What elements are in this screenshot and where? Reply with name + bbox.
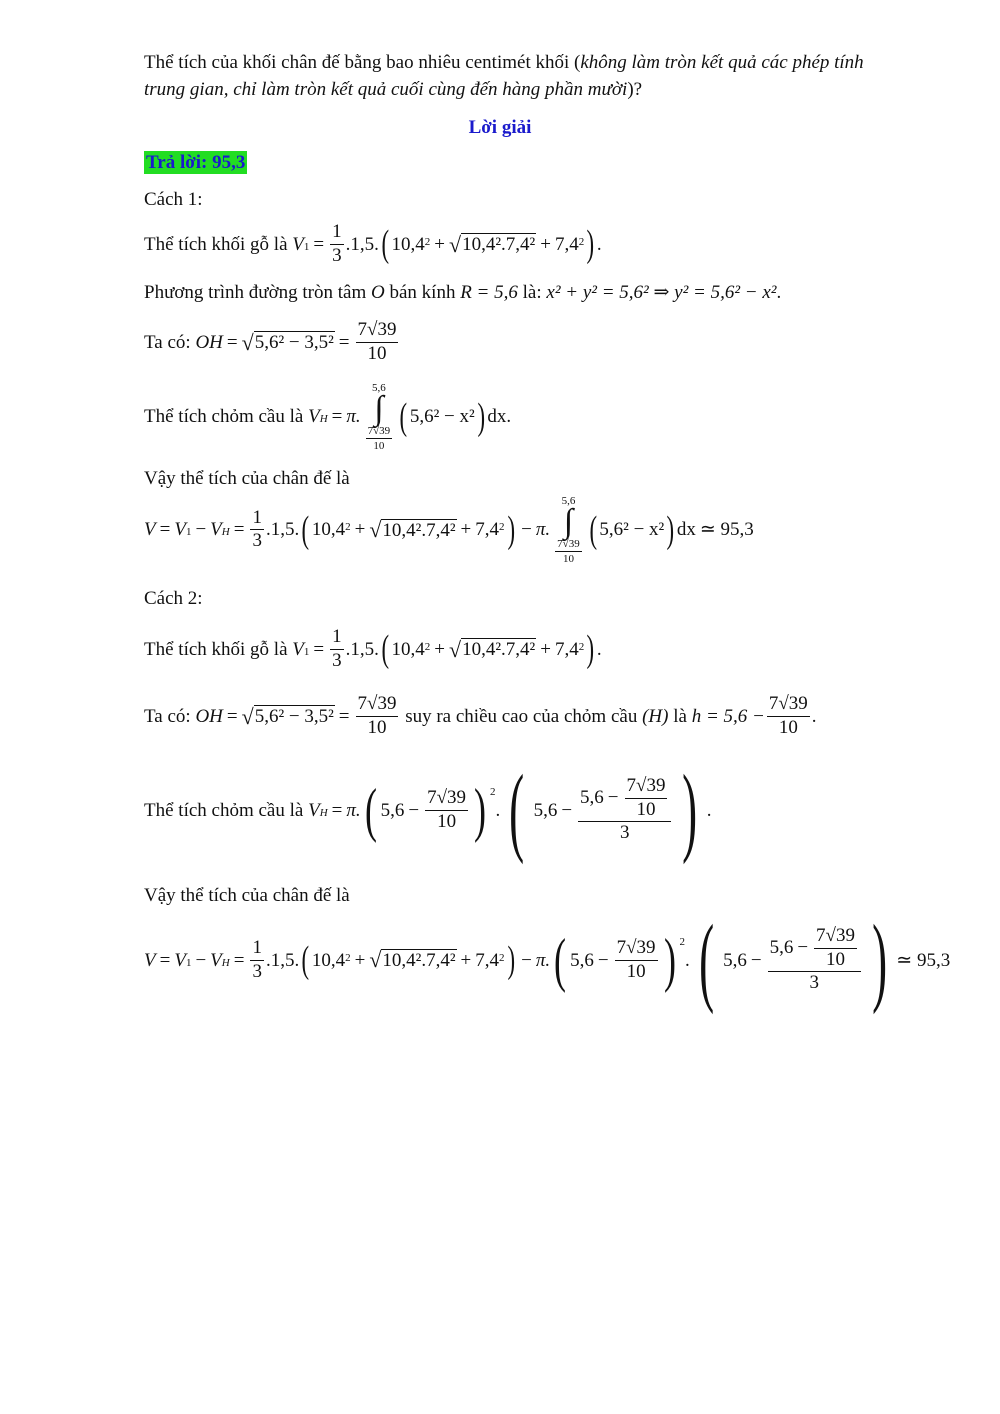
den: 10 [437, 810, 457, 832]
method1-oh: Ta có: OH = √ 5,6² − 3,5² = $\frac{7√39}{10}$ [144, 319, 397, 364]
term-a: 10,4 [311, 519, 346, 541]
sup: 2 [578, 235, 585, 248]
den: 3 [252, 960, 262, 982]
label: Thể tích chỏm cầu là [144, 406, 304, 428]
solution-title: Lời giải [468, 117, 532, 138]
label: Phương trình đường tròn tâm [144, 282, 367, 303]
cap-label: (H) [642, 705, 669, 727]
term: 5,6 [723, 949, 747, 971]
question-italic-text: không làm tròn kết quả các phép tính [580, 52, 864, 73]
question-end: )? [627, 79, 643, 100]
coef: .1,5. [345, 233, 379, 255]
center: O [371, 282, 385, 303]
method1-final-expression: V = V $_1$ − V $_H$ = $\frac{1}{3}$ .1,5. ( 10,4 $^2$ + √ 10,4².7,4² + 7,4 $^2$ ) − π. 5,6 ∫ $\frac{7√39}{10}$ ( 5,6² − x² ) dx ≃ 95,3 [144, 495, 754, 565]
question-line-1 [144, 53, 864, 72]
sub: 1 [303, 240, 310, 253]
term-a: 10,4 [391, 638, 425, 660]
sqrt-inner: 10,4².7,4² [462, 233, 536, 255]
question-line-2 [144, 80, 642, 99]
num: 7√39 [615, 938, 658, 961]
term-b: 7,4 [475, 519, 500, 541]
term: 5,6 [533, 799, 558, 821]
coef: .1,5. [265, 949, 300, 971]
term-b: 7,4 [554, 233, 579, 255]
num: 7√39 [767, 694, 810, 717]
sqrt-inner: 5,6² − 3,5² [254, 331, 334, 353]
integrand: 5,6² − x² [599, 519, 665, 541]
sup: 2 [424, 235, 431, 248]
den: 3 [809, 972, 820, 994]
num: 7√39 [425, 788, 468, 811]
num: 7√39 [625, 776, 668, 799]
height-eq: h = 5,6 − [691, 705, 765, 727]
sqrt-inner: 5,6² − 3,5² [254, 705, 334, 727]
integrand: 5,6² − x² [409, 406, 475, 428]
question-italic-text-2: trung gian, chỉ làm tròn kết quả cuối cùng đến hàng phần mười [144, 79, 628, 100]
num: 1 [250, 938, 264, 961]
term: 5,6 [380, 799, 405, 821]
label: là: [522, 282, 542, 303]
label: là [673, 705, 687, 727]
num: 7√39 [356, 694, 399, 717]
coef: .1,5. [345, 638, 379, 660]
sqrt-inner: 10,4².7,4² [382, 519, 456, 541]
label: Thể tích chỏm cầu là [144, 799, 304, 821]
den: 10 [562, 552, 574, 565]
num: 1 [250, 508, 264, 531]
dx: dx [487, 406, 507, 428]
den: 3 [252, 530, 262, 552]
label: Ta có: [144, 331, 191, 353]
result: ≃ 95,3 [896, 949, 951, 971]
method1-cap-volume: Thể tích chỏm cầu là V $_H$ = π. 5,6 ∫ $\frac{7√39}{10}$ ( 5,6² − x² ) dx . [144, 382, 512, 452]
method1-conclusion-text: Vậy thể tích của chân đế là [144, 468, 350, 489]
method1-wood-volume: Thể tích khối gỗ là V $_1$ = $\frac{1}{3}$ .1,5. ( 10,4 $^2$ + √ 10,4².7,4² + 7,4 $^2$ ) . [144, 221, 602, 266]
fraction [330, 222, 344, 267]
pi: π. [346, 406, 361, 428]
term-a: 10,4 [311, 949, 346, 971]
num: 7√39 [366, 425, 393, 439]
var-oh: OH [195, 331, 223, 353]
term: 5,6 [769, 936, 794, 958]
upper-limit: 5,6 [561, 495, 576, 507]
equation: x² + y² = 5,6² ⇒ y² = 5,6² − x² [546, 282, 777, 303]
sqrt-inner: 10,4².7,4² [382, 949, 456, 971]
den: 10 [367, 716, 387, 738]
method2-oh-height: Ta có: OH = √ 5,6² − 3,5² = $\frac{7√39}{10}$ suy ra chiều cao của chỏm cầu (H) là h = 5,6 − $\frac{7√39}{10}$ . [144, 693, 817, 738]
var-v1: V [292, 233, 304, 255]
coef: .1,5. [265, 519, 300, 541]
den: 3 [332, 244, 342, 266]
den: 10 [636, 798, 656, 820]
sqrt: √ 5,6² − 3,5² [241, 329, 334, 355]
upper-limit: 5,6 [372, 382, 386, 394]
method2-heading: Cách 2: [144, 588, 203, 609]
answer-badge: Trả lời: 95,3 [146, 152, 246, 173]
term-a: 10,4 [391, 233, 425, 255]
label: suy ra chiều cao của chỏm cầu [405, 705, 638, 727]
integral: 5,6 ∫ $\frac{7√39}{10}$ [367, 382, 391, 452]
pi: π. [346, 799, 361, 821]
method1-heading: Cách 1: [144, 189, 203, 210]
label: Thể tích khối gỗ là [144, 638, 288, 660]
term: 5,6 [580, 786, 604, 808]
den: 10 [778, 716, 798, 738]
method1-circle-equation: Phương trình đường tròn tâm O bán kính R = 5,6 là: x² + y² = 5,6² ⇒ y² = 5,6² − x². [144, 282, 782, 303]
sqrt: √ 10,4².7,4² [448, 231, 536, 257]
num: 7√39 [555, 538, 582, 552]
method2-final-expression: V = V $_1$ − V $_H$ = $\frac{1}{3}$ .1,5. ( 10,4 $^2$ + √ 10,4².7,4² + 7,4 $^2$ ) − π. ( 5,6 − $\frac{7√39}{10}$ ) $^2$ . ( 5,6 − 5,6 − $\frac{7√39}{10}$ 3 ) ≃ 95,3 [144, 904, 951, 1015]
question-text: Thể tích của khối chân đế bằng bao nhiêu centimét khối ( [144, 52, 581, 73]
answer-row [144, 153, 247, 172]
radius: R = 5,6 [460, 282, 518, 303]
sqrt-inner: 10,4².7,4² [462, 638, 536, 660]
den: 10 [373, 439, 385, 452]
result: ≃ 95,3 [699, 519, 754, 541]
label: Ta có: [144, 705, 191, 727]
num: 1 [330, 222, 344, 245]
pi: π. [535, 949, 551, 971]
den: 10 [367, 342, 387, 364]
dx: dx [676, 519, 696, 541]
term-b: 7,4 [475, 949, 500, 971]
den: 3 [620, 822, 630, 844]
label: Thể tích khối gỗ là [144, 233, 288, 255]
den: 10 [826, 948, 846, 970]
method2-conclusion-text: Vậy thể tích của chân đế là [144, 885, 350, 906]
num: 1 [330, 627, 344, 650]
num: 7√39 [356, 320, 399, 343]
num: 7√39 [814, 926, 857, 949]
term: 5,6 [570, 949, 594, 971]
term-b: 7,4 [554, 638, 579, 660]
label: bán kính [389, 282, 456, 303]
method2-cap-volume: Thể tích chỏm cầu là V $_H$ = π. ( 5,6 − $\frac{7√39}{10}$ ) $^2$ . ( 5,6 − 5,6 − $\frac{7√39}{10}$ 3 ) . [144, 754, 712, 865]
method2-wood-volume: Thể tích khối gỗ là V $_1$ = $\frac{1}{3}$ .1,5. ( 10,4 $^2$ + √ 10,4².7,4² + 7,4 $^2$ ) . [144, 626, 602, 671]
fraction [356, 320, 399, 365]
den: 10 [626, 960, 646, 982]
pi: π. [535, 519, 551, 541]
den: 3 [332, 649, 342, 671]
